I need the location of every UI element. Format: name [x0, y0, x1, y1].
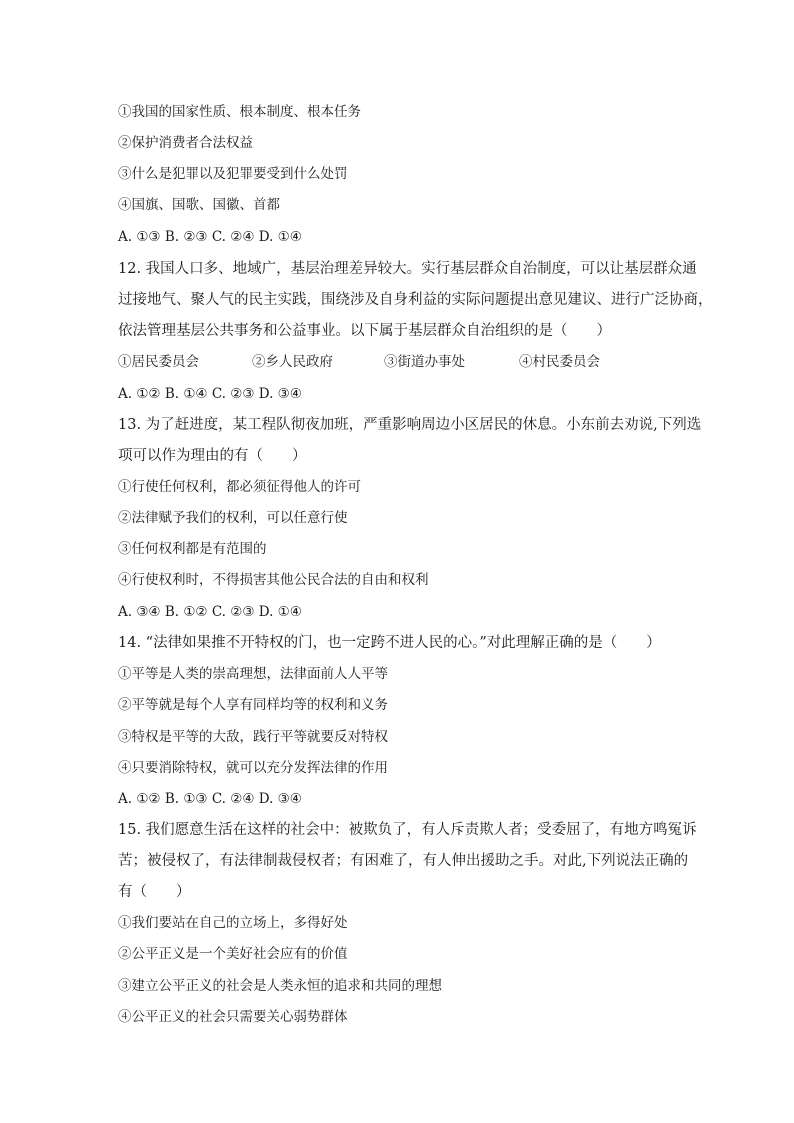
- q13-option-4: ④行使权利时，不得损害其他公民合法的自由和权利: [118, 572, 429, 588]
- q14-answer-choices: A. ①② B. ①③ C. ②④ D. ③④: [118, 791, 302, 807]
- q14-option-3: ③特权是平等的大敌，践行平等就要反对特权: [118, 729, 388, 745]
- q15-option-1: ①我们要站在自己的立场上，多得好处: [118, 915, 348, 931]
- q14-option-2: ②平等就是每个人享有同样均等的权利和义务: [118, 697, 388, 713]
- q13-option-2: ②法律赋予我们的权利，可以任意行使: [118, 510, 348, 526]
- q12-stem-line-2: 过接地气、聚人气的民主实践，围绕涉及自身利益的实际问题提出意见建议、进行广泛协商，: [118, 292, 713, 308]
- q11-option-1: ①我国的国家性质、根本制度、根本任务: [118, 104, 361, 120]
- q12-option-3: ③街道办事处: [384, 354, 465, 370]
- q13-option-3: ③任何权利都是有范围的: [118, 541, 267, 557]
- q15-option-4: ④公平正义的社会只需要关心弱势群体: [118, 1009, 348, 1025]
- q13-stem-line-1: 13. 为了赶进度，某工程队彻夜加班，严重影响周边小区居民的休息。小东前去劝说,下列选: [118, 417, 702, 433]
- q13-answer-choices: A. ③④ B. ①② C. ②③ D. ①④: [118, 604, 302, 620]
- q11-option-2: ②保护消费者合法权益: [118, 135, 253, 151]
- q15-option-2: ②公平正义是一个美好社会应有的价值: [118, 946, 348, 962]
- q15-stem-line-2: 苦；被侵权了，有法律制裁侵权者；有困难了，有人伸出援助之手。对此,下列说法正确的: [118, 853, 689, 869]
- q12-answer-choices: A. ①② B. ①④ C. ②③ D. ③④: [118, 386, 302, 402]
- q13-option-1: ①行使任何权利，都必须征得他人的许可: [118, 479, 361, 495]
- q13-stem-line-2: 项可以作为理由的有（ ）: [118, 448, 307, 464]
- q14-option-1: ①平等是人类的崇高理想，法律面前人人平等: [118, 666, 388, 682]
- q11-option-3: ③什么是犯罪以及犯罪要受到什么处罚: [118, 166, 348, 182]
- q12-stem-line-1: 12. 我国人口多、地域广，基层治理差异较大。实行基层群众自治制度，可以让基层群众通: [118, 261, 697, 277]
- q12-option-4: ④村民委员会: [519, 354, 600, 370]
- q15-stem-line-3: 有（ ）: [118, 884, 191, 900]
- q11-answer-choices: A. ①③ B. ②③ C. ②④ D. ①④: [118, 229, 302, 245]
- q15-option-3: ③建立公平正义的社会是人类永恒的追求和共同的理想: [118, 978, 442, 994]
- q14-stem-line-1: 14. “法律如果推不开特权的门，也一定跨不进人民的心。”对此理解正确的是（ ）: [118, 635, 661, 651]
- q14-option-4: ④只要消除特权，就可以充分发挥法律的作用: [118, 760, 388, 776]
- q12-option-1: ①居民委员会: [118, 354, 199, 370]
- q12-option-2: ②乡人民政府: [252, 354, 333, 370]
- q12-stem-line-3: 依法管理基层公共事务和公益事业。以下属于基层群众自治组织的是（ ）: [118, 323, 611, 339]
- q15-stem-line-1: 15. 我们愿意生活在这样的社会中：被欺负了，有人斥责欺人者；受委屈了，有地方鸣冤诉: [118, 822, 697, 838]
- q11-option-4: ④国旗、国歌、国徽、首都: [118, 197, 280, 213]
